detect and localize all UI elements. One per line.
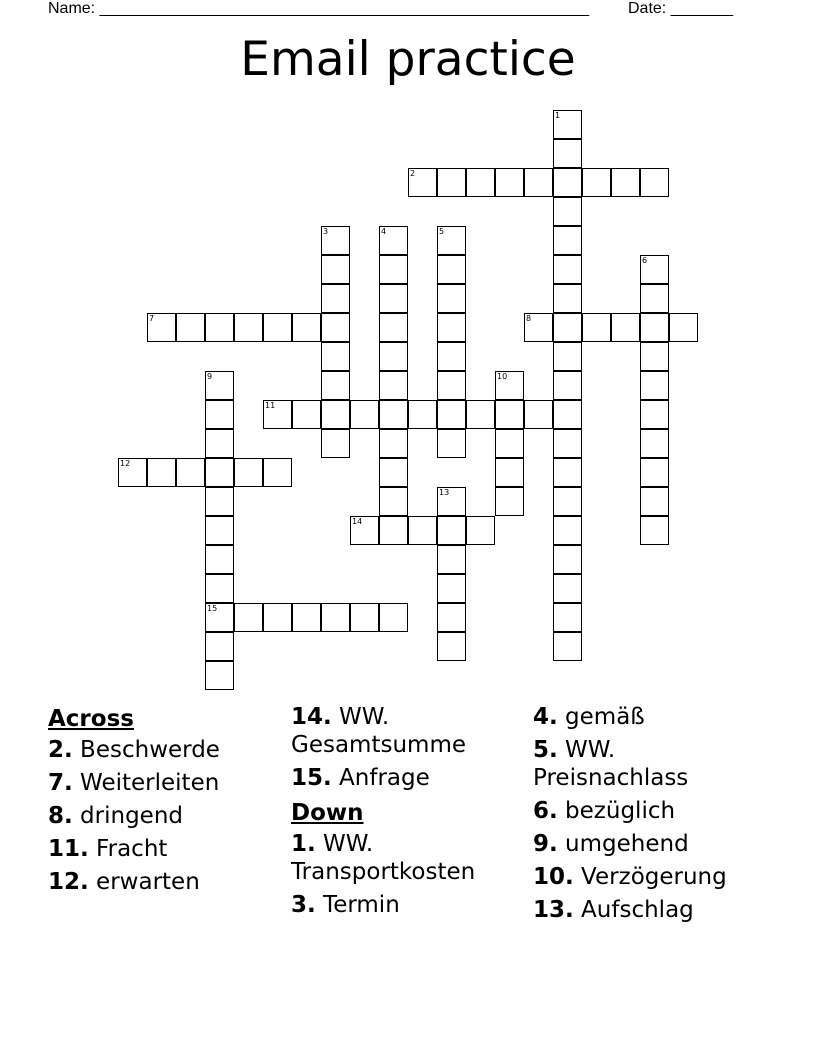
- clue-item-number: 7.: [48, 770, 73, 796]
- crossword-cell[interactable]: [524, 400, 553, 429]
- crossword-cell[interactable]: [553, 574, 582, 603]
- crossword-cell[interactable]: [350, 603, 379, 632]
- crossword-cell[interactable]: [553, 458, 582, 487]
- crossword-cell[interactable]: [640, 429, 669, 458]
- crossword-cell[interactable]: [292, 400, 321, 429]
- crossword-cell[interactable]: [640, 284, 669, 313]
- crossword-cell[interactable]: [466, 168, 495, 197]
- crossword-cell[interactable]: [205, 574, 234, 603]
- crossword-cell[interactable]: [640, 487, 669, 516]
- crossword-cell[interactable]: [437, 168, 466, 197]
- clue-item-text: dringend: [72, 803, 184, 829]
- clue-column-3: [533, 703, 773, 929]
- crossword-cell[interactable]: [379, 371, 408, 400]
- crossword-cell[interactable]: [321, 603, 350, 632]
- clue-item-number: 9.: [533, 831, 558, 857]
- crossword-cell[interactable]: [321, 429, 350, 458]
- clue-item: [291, 891, 531, 919]
- clue-item-text: Beschwerde: [72, 737, 220, 763]
- crossword-cell-2[interactable]: [408, 168, 437, 197]
- clue-item-text: WW. Preisnachlass: [533, 737, 689, 791]
- crossword-cell-8[interactable]: [524, 313, 553, 342]
- clue-item-text: bezüglich: [557, 798, 676, 824]
- crossword-cell[interactable]: [379, 429, 408, 458]
- clue-number: 5: [439, 227, 445, 236]
- clue-number: 15: [207, 604, 218, 613]
- clue-number: 9: [207, 372, 213, 381]
- crossword-cell[interactable]: [495, 429, 524, 458]
- crossword-cell[interactable]: [205, 632, 234, 661]
- crossword-cell[interactable]: [205, 545, 234, 574]
- clue-number: 3: [323, 227, 329, 236]
- clue-item-text: gemäß: [557, 704, 645, 730]
- crossword-cell[interactable]: [205, 516, 234, 545]
- crossword-cell[interactable]: [379, 487, 408, 516]
- clue-item-text: WW. Gesamtsumme: [291, 704, 466, 758]
- crossword-cell[interactable]: [466, 400, 495, 429]
- crossword-cell[interactable]: [176, 313, 205, 342]
- crossword-cell[interactable]: [640, 516, 669, 545]
- clue-item-text: Aufschlag: [573, 897, 694, 923]
- crossword-cell-11[interactable]: [263, 400, 292, 429]
- crossword-cell[interactable]: [553, 400, 582, 429]
- clue-number: 14: [352, 517, 363, 526]
- crossword-cell[interactable]: [263, 313, 292, 342]
- crossword-cell[interactable]: [321, 342, 350, 371]
- crossword-cell[interactable]: [263, 603, 292, 632]
- crossword-cell[interactable]: [176, 458, 205, 487]
- crossword-cell[interactable]: [640, 168, 669, 197]
- crossword-cell[interactable]: [495, 400, 524, 429]
- crossword-cell[interactable]: [292, 603, 321, 632]
- crossword-cell[interactable]: [437, 545, 466, 574]
- crossword-cell[interactable]: [553, 168, 582, 197]
- crossword-cell[interactable]: [553, 255, 582, 284]
- clue-item: [533, 896, 773, 924]
- crossword-cell[interactable]: [524, 168, 553, 197]
- crossword-cell[interactable]: [553, 226, 582, 255]
- crossword-cell[interactable]: [437, 371, 466, 400]
- crossword-cell-9[interactable]: [205, 371, 234, 400]
- crossword-cell[interactable]: [437, 603, 466, 632]
- crossword-cell[interactable]: [379, 400, 408, 429]
- crossword-cell[interactable]: [379, 342, 408, 371]
- crossword-cell[interactable]: [321, 284, 350, 313]
- crossword-cell[interactable]: [408, 516, 437, 545]
- crossword-cell[interactable]: [466, 516, 495, 545]
- crossword-cell[interactable]: [379, 603, 408, 632]
- crossword-cell[interactable]: [147, 458, 176, 487]
- crossword-cell[interactable]: [437, 342, 466, 371]
- crossword-cell[interactable]: [205, 429, 234, 458]
- clue-item: [48, 802, 288, 830]
- crossword-cell[interactable]: [582, 168, 611, 197]
- clue-number: 2: [410, 169, 416, 178]
- crossword-cell[interactable]: [437, 400, 466, 429]
- clue-column-2: [291, 703, 531, 924]
- clue-item-text: Verzögerung: [573, 864, 727, 890]
- crossword-cell-12[interactable]: [118, 458, 147, 487]
- crossword-cell[interactable]: [553, 632, 582, 661]
- crossword-cell[interactable]: [321, 255, 350, 284]
- crossword-cell[interactable]: [553, 429, 582, 458]
- clue-section-heading: Across: [48, 706, 134, 732]
- crossword-cell[interactable]: [640, 400, 669, 429]
- crossword-cell[interactable]: [437, 429, 466, 458]
- crossword-cell[interactable]: [611, 168, 640, 197]
- crossword-cell[interactable]: [495, 168, 524, 197]
- crossword-cell[interactable]: [234, 603, 263, 632]
- clue-item: [291, 764, 531, 792]
- clue-number: 6: [642, 256, 648, 265]
- clue-item-number: 8.: [48, 803, 73, 829]
- clue-column-1: [48, 703, 288, 901]
- crossword-cell[interactable]: [321, 371, 350, 400]
- crossword-cell[interactable]: [495, 458, 524, 487]
- clue-item: [533, 797, 773, 825]
- crossword-cell[interactable]: [234, 313, 263, 342]
- crossword-cell[interactable]: [553, 197, 582, 226]
- clue-item: [533, 863, 773, 891]
- crossword-cell[interactable]: [379, 313, 408, 342]
- clue-number: 7: [149, 314, 155, 323]
- clue-number: 8: [526, 314, 532, 323]
- clue-item-number: 15.: [291, 765, 332, 791]
- crossword-cell-13[interactable]: [437, 487, 466, 516]
- clue-item-number: 5.: [533, 737, 558, 763]
- clue-item: [533, 703, 773, 731]
- crossword-cell[interactable]: [669, 313, 698, 342]
- crossword-cell[interactable]: [379, 284, 408, 313]
- clue-item-number: 12.: [48, 869, 89, 895]
- crossword-cell[interactable]: [553, 487, 582, 516]
- clue-item-text: Fracht: [88, 836, 168, 862]
- clue-item-text: Anfrage: [331, 765, 430, 791]
- clue-item-number: 2.: [48, 737, 73, 763]
- clue-item-text: Termin: [315, 892, 400, 918]
- crossword-cell-15[interactable]: [205, 603, 234, 632]
- crossword-cell[interactable]: [350, 400, 379, 429]
- crossword-cell[interactable]: [379, 516, 408, 545]
- crossword-cell[interactable]: [553, 313, 582, 342]
- crossword-cell[interactable]: [321, 313, 350, 342]
- crossword-cell[interactable]: [640, 371, 669, 400]
- crossword-cell[interactable]: [553, 545, 582, 574]
- clue-item-number: 3.: [291, 892, 316, 918]
- name-field[interactable]: Name: _______________________________________________________: [48, 0, 589, 17]
- clue-item: [48, 736, 288, 764]
- crossword-cell[interactable]: [640, 313, 669, 342]
- clue-item-number: 10.: [533, 864, 574, 890]
- clue-item: [48, 835, 288, 863]
- clue-number: 11: [265, 401, 276, 410]
- clue-item: [291, 703, 531, 759]
- crossword-cell[interactable]: [640, 458, 669, 487]
- clue-item-number: 11.: [48, 836, 89, 862]
- crossword-cell[interactable]: [553, 284, 582, 313]
- crossword-cell[interactable]: [292, 313, 321, 342]
- crossword-cell[interactable]: [437, 284, 466, 313]
- clue-number: 4: [381, 227, 387, 236]
- crossword-cell[interactable]: [553, 603, 582, 632]
- clue-item: [48, 868, 288, 896]
- crossword-cell[interactable]: [234, 458, 263, 487]
- crossword-cell[interactable]: [640, 342, 669, 371]
- crossword-cell[interactable]: [582, 313, 611, 342]
- crossword-cell[interactable]: [553, 516, 582, 545]
- clue-number: 13: [439, 488, 450, 497]
- clue-item: [533, 736, 773, 792]
- crossword-cell-5[interactable]: [437, 226, 466, 255]
- clue-section-heading: Down: [291, 800, 364, 826]
- page-title: Email practice: [240, 32, 576, 87]
- date-field[interactable]: Date: _______: [628, 0, 733, 17]
- crossword-cell[interactable]: [437, 516, 466, 545]
- crossword-cell[interactable]: [611, 313, 640, 342]
- crossword-cell[interactable]: [205, 458, 234, 487]
- crossword-cell[interactable]: [321, 400, 350, 429]
- crossword-cell[interactable]: [205, 661, 234, 690]
- crossword-cell[interactable]: [437, 574, 466, 603]
- crossword-cell[interactable]: [553, 371, 582, 400]
- crossword-cell[interactable]: [437, 255, 466, 284]
- crossword-cell[interactable]: [495, 487, 524, 516]
- clue-item: [291, 830, 531, 886]
- crossword-cell-14[interactable]: [350, 516, 379, 545]
- clue-item-number: 4.: [533, 704, 558, 730]
- crossword-cell-6[interactable]: [640, 255, 669, 284]
- crossword-cell[interactable]: [263, 458, 292, 487]
- crossword-cell[interactable]: [553, 342, 582, 371]
- clue-item-number: 6.: [533, 798, 558, 824]
- clue-number: 1: [555, 111, 561, 120]
- crossword-cell[interactable]: [205, 400, 234, 429]
- crossword-cell[interactable]: [205, 487, 234, 516]
- clue-item-number: 14.: [291, 704, 332, 730]
- crossword-cell[interactable]: [437, 632, 466, 661]
- clue-item-text: Weiterleiten: [72, 770, 220, 796]
- clue-item: [533, 830, 773, 858]
- crossword-cell[interactable]: [553, 139, 582, 168]
- crossword-cell-4[interactable]: [379, 226, 408, 255]
- crossword-cell[interactable]: [379, 255, 408, 284]
- clue-item-number: 1.: [291, 831, 316, 857]
- clue-item: [48, 769, 288, 797]
- crossword-cell[interactable]: [437, 313, 466, 342]
- clue-item-text: erwarten: [88, 869, 200, 895]
- clue-item-text: WW. Transportkosten: [291, 831, 476, 885]
- clue-number: 10: [497, 372, 508, 381]
- crossword-cell[interactable]: [408, 400, 437, 429]
- clue-item-number: 13.: [533, 897, 574, 923]
- crossword-cell-10[interactable]: [495, 371, 524, 400]
- crossword-cell-7[interactable]: [147, 313, 176, 342]
- clue-item-text: umgehend: [557, 831, 689, 857]
- crossword-cell-1[interactable]: [553, 110, 582, 139]
- crossword-cell-3[interactable]: [321, 226, 350, 255]
- crossword-cell[interactable]: [379, 458, 408, 487]
- clue-number: 12: [120, 459, 131, 468]
- crossword-cell[interactable]: [205, 313, 234, 342]
